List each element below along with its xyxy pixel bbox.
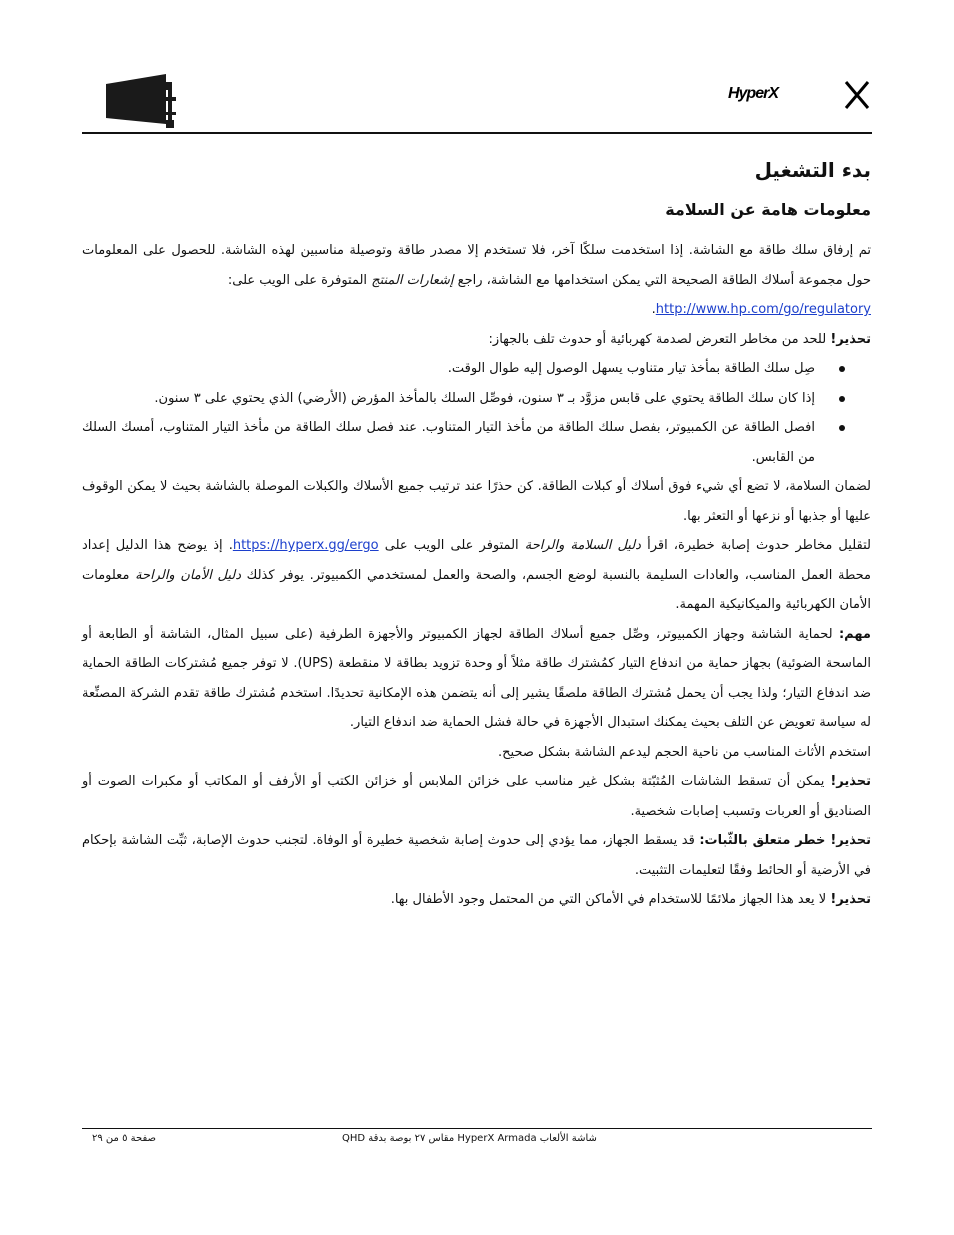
section-title: بدء التشغيل bbox=[754, 158, 871, 182]
warning-stability: تحذير! خطر متعلق بالثّبات: قد يسقط الجهاز، مما يؤدي إلى حدوث إصابة شخصية خطيرة أو الوفاة. لتجنب حدوث الإصابة، ثبِّت الشاشة بإحكام في الأرضية أو الحائط وفقًا لتعليمات التثبيت. bbox=[82, 833, 871, 878]
regulatory-link[interactable]: http://www.hp.com/go/regulatory bbox=[655, 302, 871, 317]
cables-paragraph: لضمان السلامة، لا تضع أي شيء فوق أسلاك أو كبلات الطاقة. كن حذرًا عند ترتيب جميع الأسلاك والكبلات الموصلة بالشاشة بحيث لا يمكن الوقوف عليها أو جذبها أو نزعها أو التعثر بها. bbox=[82, 479, 871, 524]
warning-tipping: تحذير! يمكن أن تسقط الشاشات المُثبّتة بشكل غير مناسب على خزائن الملابس أو خزائن الكتب أو الأرفف أو المكاتب أو مكبرات الصوت أو الصناديق أو العربات وتسبب إصابات شخصية. bbox=[82, 774, 871, 819]
warning-label: تحذير! bbox=[830, 331, 871, 347]
list-item: افصل الطاقة عن الكمبيوتر، بفصل سلك الطاقة من مأخذ التيار المتناوب. عند فصل سلك الطاقة من مأخذ التيار المتناوب، أمسك السلك من القابس. bbox=[82, 413, 839, 472]
warning-shock: تحذير! للحد من مخاطر التعرض لصدمة كهربائية أو حدوث تلف بالجهاز: bbox=[488, 331, 871, 347]
section-subtitle: معلومات هامة عن السلامة bbox=[665, 200, 871, 219]
warning-children: تحذير! لا يعد هذا الجهاز ملائمًا للاستخدام في الأماكن التي من المحتمل وجود الأطفال بها. bbox=[390, 892, 871, 907]
list-item: إذا كان سلك الطاقة يحتوي على قابس مزوَّد بـ ٣ سنون، فوصِّل السلك بالمأخذ المؤرض (الأرضي) الذي يحتوي على ٣ سنون. bbox=[82, 384, 839, 414]
bullet-icon bbox=[839, 396, 845, 402]
bullet-icon bbox=[839, 425, 845, 431]
product-notices-title: إشعارات المنتج bbox=[371, 272, 454, 288]
warning-label: تحذير! خطر متعلق بالثّبات: bbox=[699, 833, 871, 848]
page-header bbox=[82, 62, 872, 132]
header-rule bbox=[82, 132, 872, 134]
warning-label: تحذير! bbox=[830, 892, 871, 907]
regulatory-link-line: .http://www.hp.com/go/regulatory bbox=[651, 302, 871, 317]
warning-label: تحذير! bbox=[830, 774, 871, 789]
power-cord-paragraph: تم إرفاق سلك طاقة مع الشاشة. إذا استخدمت سلكًا آخر، فلا تستخدم إلا مصدر طاقة وتوصيلة مناسبين لهذه الشاشة. للحصول على المعلومات حول مجموعة أسلاك الطاقة الصحيحة التي يمكن استخدامها مع الشاشة، راجع إشعارات المنتج المتوفرة على الويب على: bbox=[82, 243, 871, 288]
bullet-icon bbox=[839, 366, 845, 372]
logo-text: HyperX bbox=[727, 85, 778, 102]
safety-bullets bbox=[82, 354, 871, 472]
ergo-link[interactable]: https://hyperx.gg/ergo bbox=[232, 538, 379, 553]
furniture-paragraph: استخدم الأثاث المناسب من ناحية الحجم ليدعم الشاشة بشكل صحيح. bbox=[498, 744, 871, 760]
page-number: صفحة ٥ من ٢٩ bbox=[92, 1133, 156, 1144]
footer-product: شاشة الألعاب HyperX Armada مقاس ٢٧ بوصة بدقة QHD bbox=[342, 1133, 597, 1144]
page-content bbox=[82, 140, 871, 915]
comfort-guide-paragraph: لتقليل مخاطر حدوث إصابة خطيرة، اقرأ دليل السلامة والراحة المتوفر على الويب على https://hyperx.gg/ergo. إذ يوضح هذا الدليل إعداد محطة العمل المناسب، والعادات السليمة بالنسبة لوضع الجسم، والصحة والعمل لمستخدمي الكمبيوتر. يوفر كذلك دليل الأمان والراحة معلومات الأمان الكهربائية والميكانيكية المهمة. bbox=[82, 538, 871, 612]
monitor-arm-icon bbox=[104, 72, 179, 130]
important-paragraph: مهم: لحماية الشاشة وجهاز الكمبيوتر، وصِّل جميع أسلاك الطاقة لجهاز الكمبيوتر والأجهزة الطرفية (على سبيل المثال، الشاشة أو الطابعة أو الماسحة الضوئية) بجهاز حماية من اندفاع التيار كمُشترك طاقة مثلاً أو وحدة تزويد بطاقة لا منقطعة (UPS). لا توفر جميع مُشتركات الطاقة الحماية ضد اندفاع التيار؛ ولذا يجب أن يحمل مُشترك الطاقة ملصقًا يشير إلى أنه يتضمن هذه الإمكانية تحديدًا. استخدم مُشترك طاقة تقدم الشركة المصنِّعة له سياسة تعويض عن التلف بحيث يمكنك استبدال الأجهزة في حالة فشل الحماية ضد اندفاع التيار. bbox=[82, 626, 871, 730]
hyperx-logo bbox=[727, 78, 872, 110]
list-item: صِل سلك الطاقة بمأخذ تيار متناوب يسهل الوصول إليه طوال الوقت. bbox=[82, 354, 839, 384]
important-label: مهم: bbox=[838, 626, 871, 642]
footer-rule bbox=[82, 1128, 872, 1129]
